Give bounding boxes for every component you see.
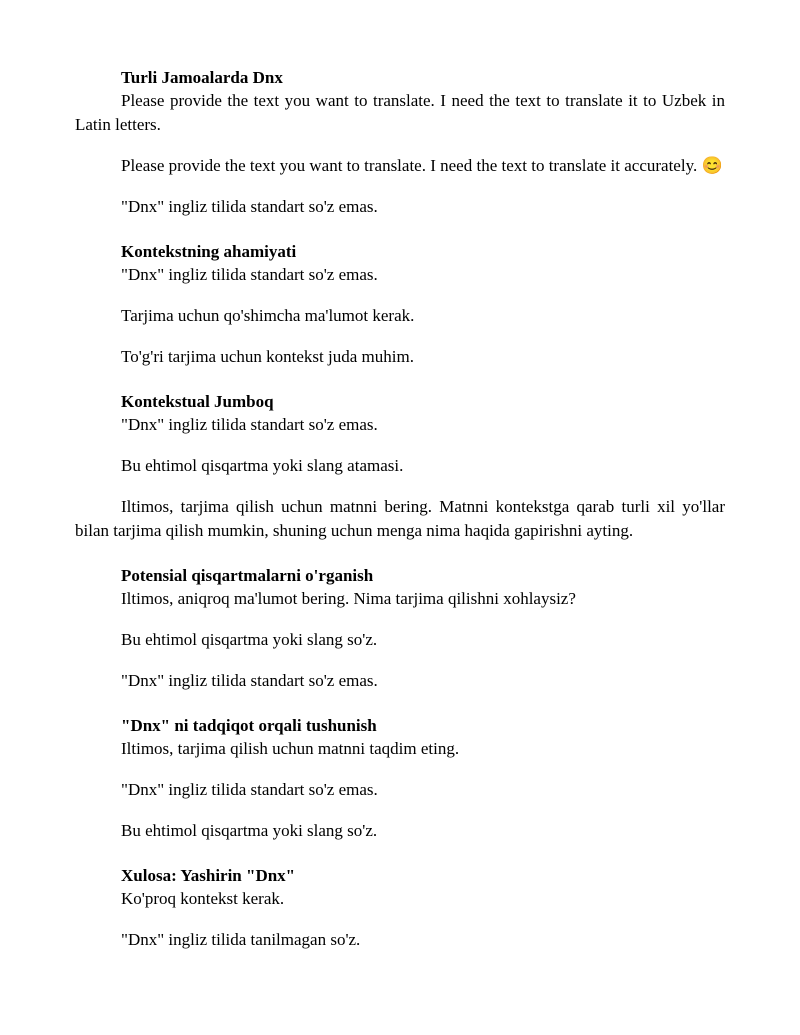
paragraph: Iltimos, tarjima qilish uchun matnni taqdim eting.	[121, 739, 460, 758]
paragraph: "Dnx" ingliz tilida standart so'z emas.	[121, 197, 378, 216]
section	[75, 715, 725, 843]
section	[75, 67, 725, 219]
document-body	[75, 67, 725, 952]
paragraph: Please provide the text you want to translate. I need the text to translate it accurately. 😊	[121, 156, 723, 175]
section	[75, 865, 725, 952]
paragraph: "Dnx" ingliz tilida standart so'z emas.	[121, 265, 378, 284]
paragraph: Iltimos, aniqroq ma'lumot bering. Nima tarjima qilishni xohlaysiz?	[121, 589, 576, 608]
paragraph: Bu ehtimol qisqartma yoki slang atamasi.	[121, 456, 404, 475]
paragraph: Ko'proq kontekst kerak.	[121, 889, 285, 908]
paragraph: Bu ehtimol qisqartma yoki slang so'z.	[121, 630, 378, 649]
section-heading: Turli Jamoalarda Dnx	[121, 68, 283, 87]
section	[75, 241, 725, 369]
paragraph: Tarjima uchun qo'shimcha ma'lumot kerak.	[121, 306, 415, 325]
paragraph: "Dnx" ingliz tilida standart so'z emas.	[121, 780, 378, 799]
paragraph: "Dnx" ingliz tilida standart so'z emas.	[121, 671, 378, 690]
section-heading: Potensial qisqartmalarni o'rganish	[121, 566, 374, 585]
section-heading: "Dnx" ni tadqiqot orqali tushunish	[121, 716, 377, 735]
paragraph: Bu ehtimol qisqartma yoki slang so'z.	[121, 821, 378, 840]
section-heading: Xulosa: Yashirin "Dnx"	[121, 866, 296, 885]
section	[75, 391, 725, 543]
paragraph: Please provide the text you want to translate. I need the text to translate it to Uzbek in Latin letters.	[75, 91, 725, 134]
section-heading: Kontekstual Jumboq	[121, 392, 274, 411]
section-heading: Kontekstning ahamiyati	[121, 242, 297, 261]
section	[75, 565, 725, 693]
paragraph: To'g'ri tarjima uchun kontekst juda muhim.	[121, 347, 414, 366]
paragraph: "Dnx" ingliz tilida standart so'z emas.	[121, 415, 378, 434]
paragraph: Iltimos, tarjima qilish uchun matnni bering. Matnni kontekstga qarab turli xil yo'llar bilan tarjima qilish mumkin, shuning uchun menga nima haqida gapirishni ayting.	[75, 497, 725, 540]
paragraph: "Dnx" ingliz tilida tanilmagan so'z.	[121, 930, 361, 949]
